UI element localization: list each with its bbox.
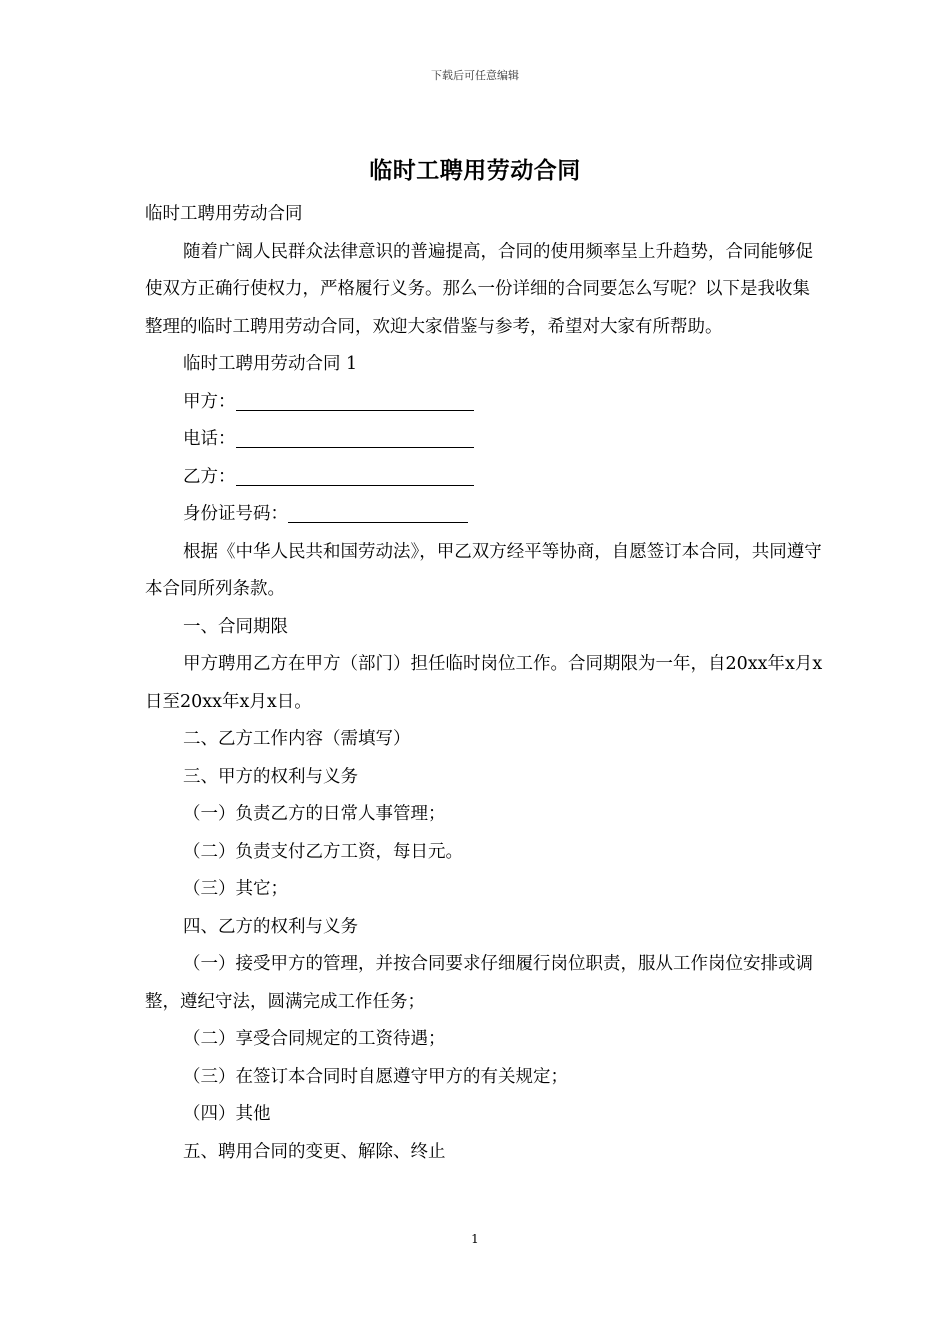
phone-label: 电话：	[183, 429, 236, 449]
party-b-label: 乙方：	[183, 466, 236, 487]
id-number-field	[145, 496, 825, 534]
phone-field	[145, 421, 825, 459]
clause-text: 甲方聘用乙方在甲方（部门）担任临时岗位工作。合同期限为一年，自20xx年x月x日至20xx年x月x日。	[145, 654, 823, 712]
clause-heading: 一、合同期限	[183, 616, 288, 637]
clause-item: （一）接受甲方的管理，并按合同要求仔细履行岗位职责，服从工作岗位安排或调整，遵纪守法，圆满完成工作任务；	[145, 954, 813, 1012]
clause-heading: 三、甲方的权利与义务	[183, 766, 358, 787]
clause-heading: 二、乙方工作内容（需填写）	[183, 729, 411, 749]
phone-blank[interactable]	[236, 423, 474, 448]
id-number-blank[interactable]	[288, 498, 468, 523]
section-heading: 临时工聘用劳动合同 1	[183, 354, 358, 374]
clause-item: （三）在签订本合同时自愿遵守甲方的有关规定；	[183, 1066, 568, 1087]
party-a-blank[interactable]	[236, 386, 474, 411]
clause-item: （三）其它；	[183, 879, 288, 899]
document-body	[145, 196, 825, 1171]
intro-paragraph: 随着广阔人民群众法律意识的普遍提高，合同的使用频率呈上升趋势，合同能够促使双方正确行使权力，严格履行义务。那么一份详细的合同要怎么写呢？以下是我收集整理的临时工聘用劳动合同，欢迎大家借鉴与参考，希望对大家有所帮助。	[145, 241, 813, 337]
clause-heading: 四、乙方的权利与义务	[183, 916, 358, 937]
clause-item: （二）享受合同规定的工资待遇；	[183, 1029, 446, 1049]
party-a-field	[145, 384, 825, 422]
header-note: 下载后可任意编辑	[431, 69, 519, 82]
document-title: 临时工聘用劳动合同	[369, 157, 581, 184]
clause-heading: 五、聘用合同的变更、解除、终止	[183, 1141, 446, 1162]
clause-item: （四）其他	[183, 1104, 271, 1124]
basis-paragraph: 根据《中华人民共和国劳动法》，甲乙双方经平等协商，自愿签订本合同，共同遵守本合同所列条款。	[145, 541, 822, 599]
id-number-label: 身份证号码：	[183, 504, 288, 524]
document-subtitle: 临时工聘用劳动合同	[145, 204, 303, 224]
clause-item: （二）负责支付乙方工资，每日元。	[183, 841, 463, 862]
page-number: 1	[471, 1232, 479, 1246]
party-a-label: 甲方：	[183, 391, 236, 412]
party-b-field	[145, 459, 825, 497]
clause-item: （一）负责乙方的日常人事管理；	[183, 804, 446, 824]
party-b-blank[interactable]	[236, 461, 474, 486]
